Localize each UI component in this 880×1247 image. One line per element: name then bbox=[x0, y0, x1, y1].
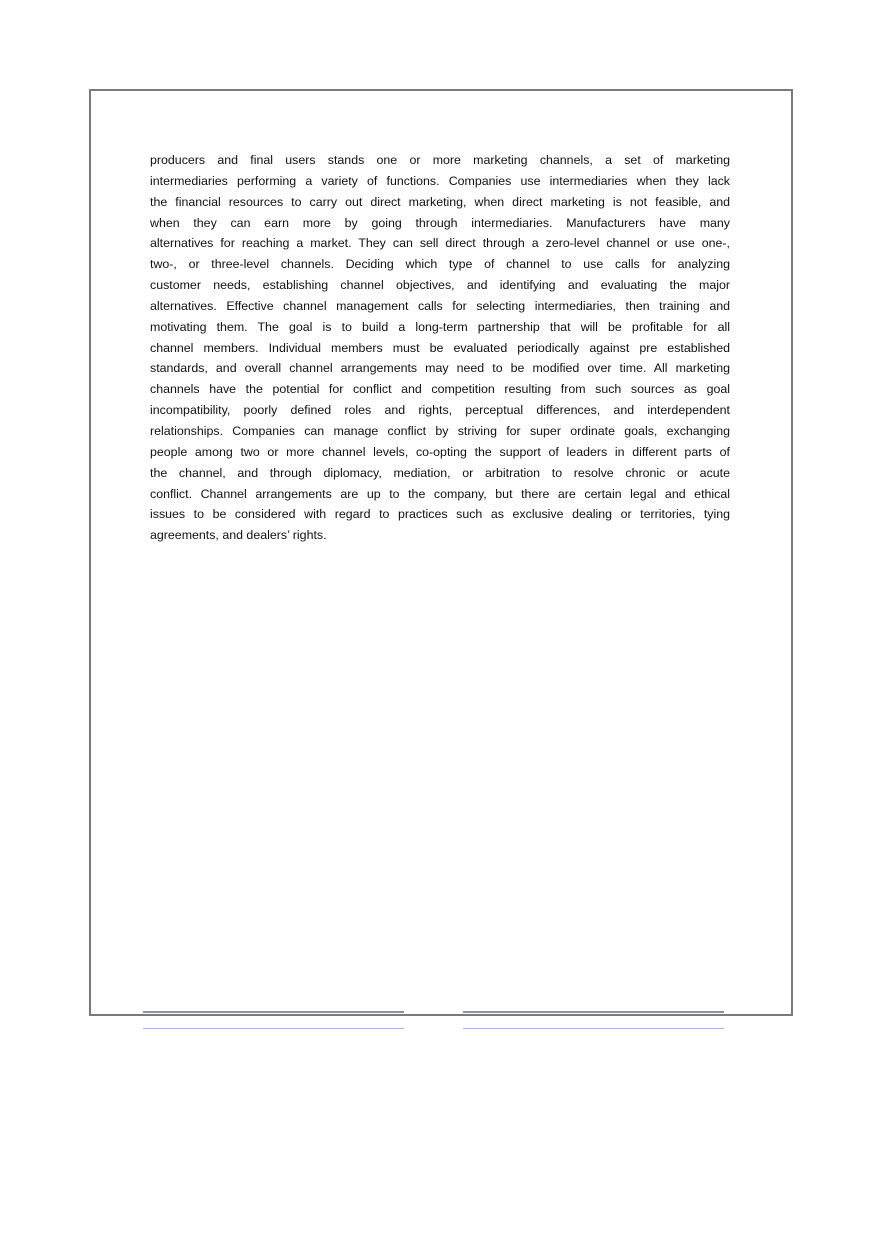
text-line: customer needs, establishing channel objectives, and identifying and evaluating the major bbox=[150, 278, 730, 293]
body-paragraph bbox=[150, 150, 730, 546]
text-line: motivating them. The goal is to build a long-term partnership that will be profitable for all bbox=[150, 319, 730, 334]
text-line: standards, and overall channel arrangements may need to be modified over time. All marketing bbox=[150, 361, 730, 376]
text-line: people among two or more channel levels, co-opting the support of leaders in different parts of bbox=[150, 444, 730, 459]
text-line: relationships. Companies can manage conflict by striving for super ordinate goals, exchanging bbox=[150, 423, 730, 438]
footer-rule-left-top bbox=[143, 1011, 404, 1013]
text-line: two-, or three-level channels. Deciding which type of channel to use calls for analyzing bbox=[150, 257, 730, 272]
text-line: producers and final users stands one or more marketing channels, a set of marketing bbox=[150, 153, 730, 167]
text-line: alternatives. Effective channel management calls for selecting intermediaries, then training and bbox=[150, 298, 730, 313]
text-line: the financial resources to carry out direct marketing, when direct marketing is not feasible, and bbox=[150, 194, 730, 209]
footer-rule-right-bottom bbox=[463, 1028, 724, 1029]
text-line: channels have the potential for conflict and competition resulting from such sources as goal bbox=[150, 382, 730, 397]
text-line: intermediaries performing a variety of functions. Companies use intermediaries when they lack bbox=[150, 173, 730, 188]
text-line: incompatibility, poorly defined roles and rights, perceptual differences, and interdependent bbox=[150, 403, 730, 418]
footer-rule-left-bottom bbox=[143, 1028, 404, 1029]
text-line: alternatives for reaching a market. They can sell direct through a zero-level channel or use one-, bbox=[150, 236, 730, 251]
text-line: channel members. Individual members must be evaluated periodically against pre established bbox=[150, 340, 730, 355]
text-line: agreements, and dealers’ rights. bbox=[150, 528, 327, 543]
text-line: issues to be considered with regard to practices such as exclusive dealing or territories, tying bbox=[150, 507, 730, 522]
text-line: the channel, and through diplomacy, mediation, or arbitration to resolve chronic or acute bbox=[150, 465, 730, 480]
text-line: when they can earn more by going through intermediaries. Manufacturers have many bbox=[150, 215, 730, 230]
footer-rule-right-top bbox=[463, 1011, 724, 1013]
text-line: conflict. Channel arrangements are up to the company, but there are certain legal and ethical bbox=[150, 486, 730, 501]
